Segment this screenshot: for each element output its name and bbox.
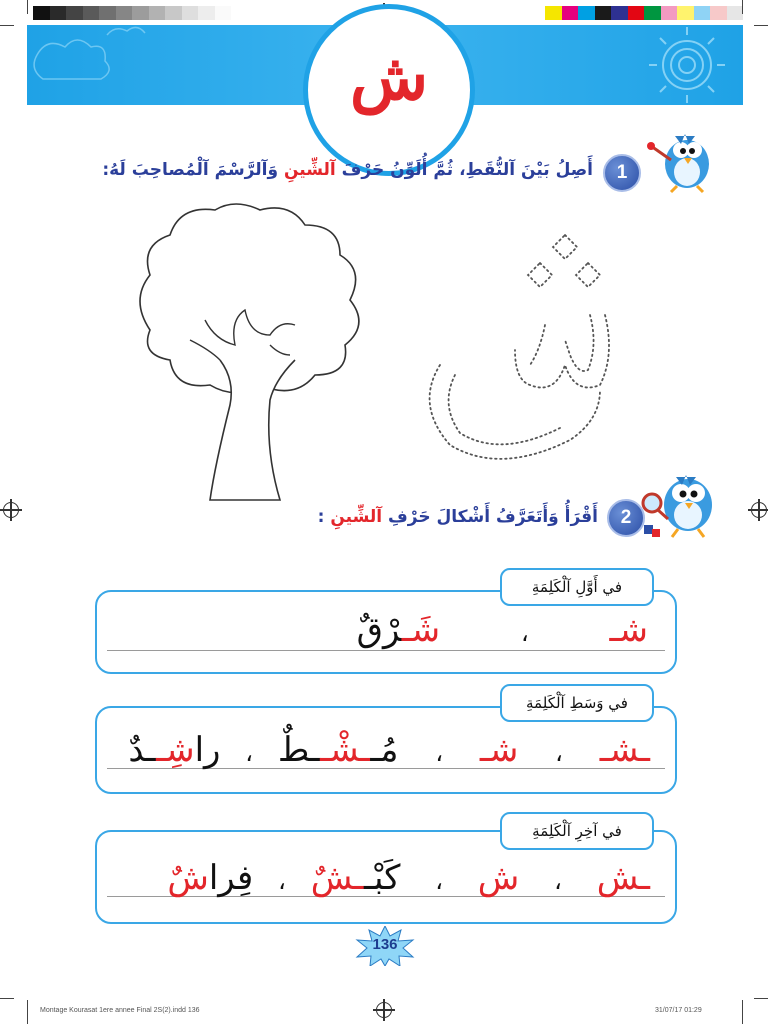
instruction-text: :	[317, 507, 325, 527]
word-black-part: مُـ	[370, 730, 399, 770]
registration-mark-right	[751, 502, 767, 518]
word-red-part: ـشْـ	[320, 730, 371, 770]
comma-separator: ،	[520, 619, 529, 647]
word-black-part: فِرا	[208, 858, 254, 898]
word-red-part: ـشٌ	[310, 858, 364, 898]
crop-mark	[27, 1000, 28, 1024]
instruction-text: أَقْرَأُ وَأَتَعَرَّفُ أَشْكالَ حَرْفِ	[388, 507, 598, 527]
section-middle-label: في وَسَطِ آلْكَلِمَةِ	[500, 684, 654, 722]
section-middle-row	[128, 730, 650, 770]
crop-mark	[754, 25, 768, 26]
comma-separator: ،	[554, 867, 562, 895]
comma-separator: ،	[245, 739, 254, 767]
letter-form-final: ـش	[596, 858, 650, 898]
tree-drawing[interactable]	[120, 200, 390, 510]
grayscale-calibration-bar	[33, 6, 231, 20]
comma-separator: ،	[278, 867, 286, 895]
word-black-part: رْقٌ	[356, 610, 402, 650]
letter-form-initial: شـ	[479, 730, 519, 770]
word-black-part: را	[194, 730, 221, 770]
writing-baseline	[107, 650, 665, 651]
section-end-row	[167, 858, 650, 898]
section-beginning-label: في أَوَّلِ آلْكَلِمَةِ	[500, 568, 654, 606]
exercise-2-instruction	[318, 507, 598, 527]
crop-mark	[742, 1000, 743, 1024]
exercise-1-instruction	[102, 160, 593, 180]
crop-mark	[742, 0, 743, 14]
word-black-part: ـدٌ	[128, 730, 157, 770]
comma-separator: ،	[555, 739, 563, 767]
crop-mark	[754, 998, 768, 999]
instruction-text: أَصِلُ بَيْنَ آلنُّقَطِ، ثُمَّ أُلَوِّنُ حَرْفَ	[341, 160, 593, 180]
registration-mark-bottom	[376, 1002, 392, 1018]
registration-mark-left	[3, 502, 19, 518]
page-number: 136	[372, 936, 398, 953]
word-red-part: شَـ	[401, 610, 441, 650]
footer-file-info: Montage Kourasat 1ere annee Final 2S(2).indd 136	[40, 1007, 200, 1014]
comma-separator: ،	[435, 739, 444, 767]
crop-mark	[0, 998, 14, 999]
dotted-letter-shin[interactable]	[410, 225, 640, 475]
exercise-1-number: 1	[603, 154, 641, 192]
word-black-part: ـطٌ	[277, 730, 321, 770]
letter-form-initial: شـ	[609, 610, 648, 650]
crop-mark	[27, 0, 28, 14]
comma-separator: ،	[435, 867, 443, 895]
instruction-text: وَآلرَّسْمَ آلْمُصاحِبَ لَهُ:	[102, 160, 279, 180]
page-number-badge	[355, 926, 415, 966]
section-end-label: في آخِرِ آلْكَلِمَةِ	[500, 812, 654, 850]
color-calibration-bar	[545, 6, 743, 20]
featured-letter: ش	[349, 40, 429, 115]
letter-form-isolated: ش	[477, 858, 520, 898]
word-black-part: كَبْـ	[364, 858, 401, 898]
bird-mascot-painting-icon	[637, 120, 717, 196]
bird-mascot-magnifier-icon	[640, 463, 720, 543]
sun-icon	[649, 27, 725, 103]
instruction-highlight: آلشِّينِ	[283, 160, 336, 180]
section-beginning-row	[357, 610, 648, 650]
word-red-part: شٌ	[167, 858, 209, 898]
word-red-part: شِـ	[156, 730, 195, 770]
letter-form-medial: ـشـ	[599, 730, 650, 770]
crop-mark	[0, 25, 14, 26]
exercise-2-number: 2	[607, 499, 645, 537]
footer-date: 31/07/17 01:29	[655, 1007, 702, 1014]
instruction-highlight: آلشِّينِ	[330, 507, 383, 527]
